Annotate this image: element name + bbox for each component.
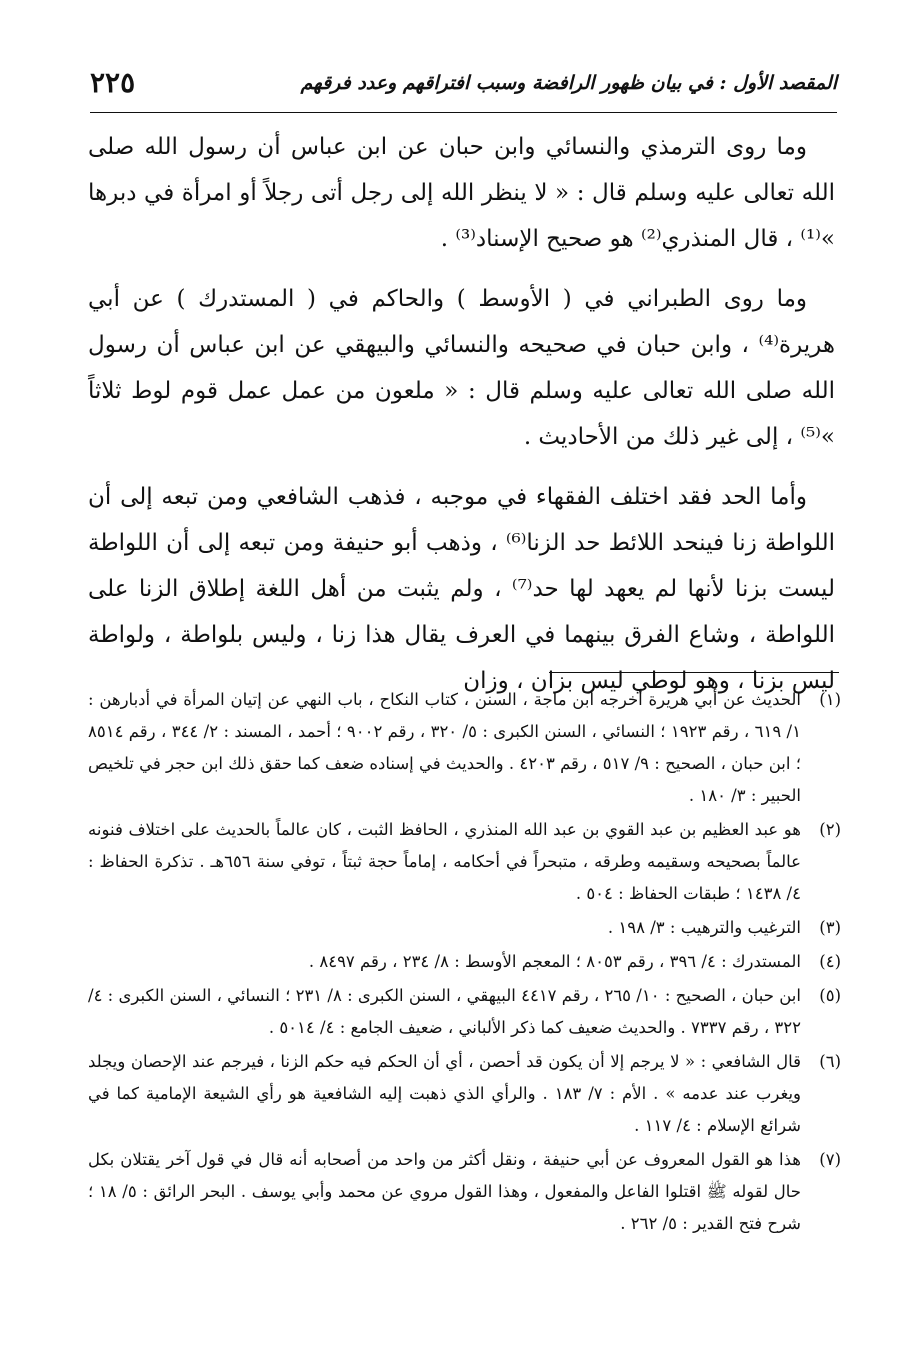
footnote-number: (٢) <box>819 820 841 839</box>
footnote-6 <box>88 1046 841 1142</box>
footnote-2 <box>88 814 841 910</box>
main-text <box>88 124 835 718</box>
footnote-4 <box>88 946 841 978</box>
footnote-text: هذا هو القول المعروف عن أبي حنيفة ، ونقل أكثر من واحد من أصحابه أنه قال في قول آخر يقتلان بكل حال لقوله ﷺ اقتلوا الفاعل والمفعول ، وهذا القول مروي عن محمد وأبي يوسف . البحر الرائق : ٥/ ١٨ ؛ شرح فتح القدير : ٥/ ٢٦٢ . <box>88 1150 801 1233</box>
footnote-text: هو عبد العظيم بن عبد القوي بن عبد الله المنذري ، الحافظ الثبت ، كان عالماً بالحديث على اختلاف فنونه عالماً بصحيحه وسقيمه وطرقه ، متبحراً في أحكامه ، إماماً حجة ثبتاً ، توفي سنة ٦٥٦هـ . تذكرة الحفاظ : ٤/ ١٤٣٨ ؛ طبقات الحفاظ : ٥٠٤ . <box>88 820 802 903</box>
footnote-number: (٥) <box>819 986 841 1005</box>
footnote-text: الحديث عن أبي هريرة أخرجه ابن ماجة ، السنن ، كتاب النكاح ، باب النهي عن إتيان المرأة في أدبارهن : ١/ ٦١٩ ، رقم ١٩٢٣ ؛ النسائي ، السنن الكبرى : ٥/ ٣٢٠ ، رقم ٩٠٠٢ ؛ أحمد ، المسند : ٢/ ٣٤٤ ، رقم ٨٥١٤ ؛ ابن حبان ، الصحيح : ٩/ ٥١٧ ، رقم ٤٢٠٣ . والحديث في إسناده ضعف كما حقق ذلك ابن حجر في تلخيص الحبير : ٣/ ١٨٠ . <box>88 690 801 805</box>
footnote-text: ابن حبان ، الصحيح : ١٠/ ٢٦٥ ، رقم ٤٤١٧ البيهقي ، السنن الكبرى : ٨/ ٢٣١ ؛ النسائي ، السنن الكبرى : ٤/ ٣٢٢ ، رقم ٧٣٣٧ . والحديث ضعيف كما ذكر الألباني ، ضعيف الجامع : ٤/ ٥٠١٤ . <box>88 986 801 1037</box>
footnote-number: (٧) <box>819 1150 841 1169</box>
footnote-number: (١) <box>819 690 841 709</box>
footnote-number: (٦) <box>819 1052 841 1071</box>
paragraph-2: وما روى الطبراني في ( الأوسط ) والحاكم في ( المستدرك ) عن أبي هريرة⁽⁴⁾ ، وابن حبان في صحيحه والنسائي والبيهقي عن ابن عباس أن رسول الله صلى الله تعالى عليه وسلم قال : « ملعون من عمل عمل قوم لوط ثلاثاً »⁽⁵⁾ ، إلى غير ذلك من الأحاديث . <box>88 286 835 450</box>
footnote-3 <box>88 912 841 944</box>
footnote-separator <box>549 672 839 673</box>
footnote-text: الترغيب والترهيب : ٣/ ١٩٨ . <box>607 918 801 937</box>
page-number: ٢٢٥ <box>90 66 136 99</box>
footnote-number: (٣) <box>819 918 841 937</box>
running-title: المقصد الأول : في بيان ظهور الرافضة وسبب افتراقهم وعدد فرقهم <box>300 72 837 94</box>
footnote-1 <box>88 684 841 812</box>
footnote-7 <box>88 1144 841 1240</box>
footnote-number: (٤) <box>819 952 841 971</box>
footnote-text: قال الشافعي : « لا يرجم إلا أن يكون قد أحصن ، أي أن الحكم فيه حكم الزنا ، فيرجم عند الإحصان ويجلد ويغرب عند عدمه » . الأم : ٧/ ١٨٣ . والرأي الذي ذهبت إليه الشافعية هو رأي الشيعة الإمامية كما في شرائع الإسلام : ٤/ ١١٧ . <box>88 1052 802 1135</box>
footnote-5 <box>88 980 841 1044</box>
footnotes <box>88 684 841 1242</box>
paragraph-3: وأما الحد فقد اختلف الفقهاء في موجبه ، فذهب الشافعي ومن تبعه إلى أن اللواطة زنا فينحد اللائط حد الزنا⁽⁶⁾ ، وذهب أبو حنيفة ومن تبعه إلى أن اللواطة ليست بزنا لأنها لم يعهد لها حد⁽⁷⁾ ، ولم يثبت من أهل اللغة إطلاق الزنا على اللواطة ، وشاع الفرق بينهما في العرف يقال هذا زنا ، وليس بلواطة ، ولواطة ليس بزنا ، وهو لوطي ليس بزان ، وزان <box>88 484 835 694</box>
footnote-text: المستدرك : ٤/ ٣٩٦ ، رقم ٨٠٥٣ ؛ المعجم الأوسط : ٨/ ٢٣٤ ، رقم ٨٤٩٧ . <box>308 952 801 971</box>
paragraph-1: وما روى الترمذي والنسائي وابن حبان عن ابن عباس أن رسول الله صلى الله تعالى عليه وسلم قال : « لا ينظر الله إلى رجل أتى رجلاً أو امرأة في دبرها »⁽¹⁾ ، قال المنذري⁽²⁾ هو صحيح الإسناد⁽³⁾ . <box>88 134 835 252</box>
page-header <box>90 64 837 113</box>
